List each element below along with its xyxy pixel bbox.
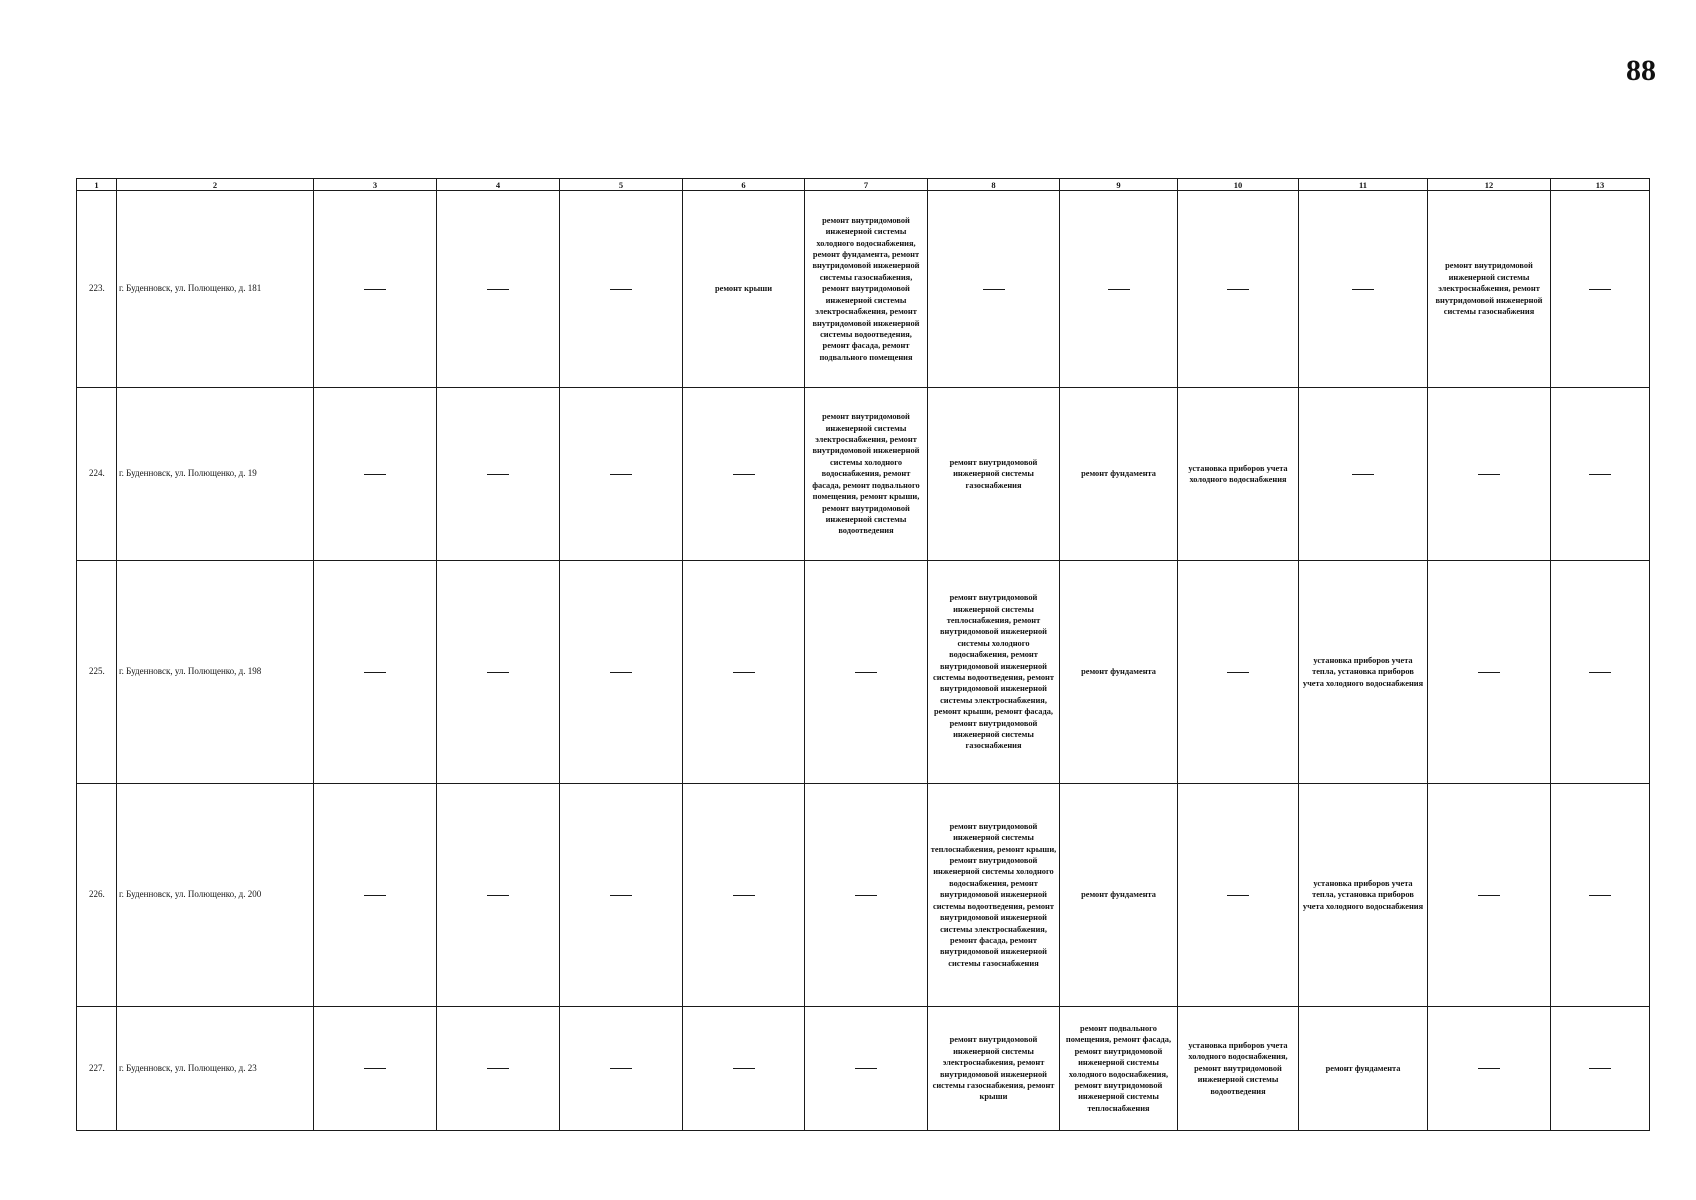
column-header: 11 [1299, 179, 1428, 191]
table-cell [1299, 388, 1428, 561]
dash-mark [983, 289, 1005, 290]
table-cell: установка приборов учета тепла, установка приборов учета холодного водоснабжения [1299, 784, 1428, 1007]
dash-mark [1478, 1068, 1500, 1069]
dash-mark [487, 672, 509, 673]
table-cell [560, 1007, 683, 1131]
table-cell: установка приборов учета холодного водоснабжения [1178, 388, 1299, 561]
table-cell [1060, 191, 1178, 388]
page-number: 88 [1626, 54, 1656, 87]
column-header: 6 [683, 179, 805, 191]
dash-mark [610, 474, 632, 475]
table-cell [1178, 784, 1299, 1007]
dash-mark [610, 1068, 632, 1069]
dash-mark [364, 289, 386, 290]
row-number: 226. [77, 784, 117, 1007]
dash-mark [1227, 289, 1249, 290]
dash-mark [487, 895, 509, 896]
column-header: 10 [1178, 179, 1299, 191]
table-row [77, 1007, 1650, 1131]
table-row [77, 784, 1650, 1007]
table-cell [1428, 388, 1551, 561]
dash-mark [364, 474, 386, 475]
dash-mark [1589, 1068, 1611, 1069]
dash-mark [610, 289, 632, 290]
table-cell [683, 1007, 805, 1131]
table-cell: установка приборов учета холодного водоснабжения, ремонт внутридомовой инженерной системы водоотведения [1178, 1007, 1299, 1131]
dash-mark [487, 289, 509, 290]
table-cell [437, 1007, 560, 1131]
column-header: 8 [928, 179, 1060, 191]
table-cell: ремонт внутридомовой инженерной системы электроснабжения, ремонт внутридомовой инженерной системы холодного водоснабжения, ремонт фасада, ремонт подвального помещения, ремонт крыши, ремонт внутридомовой инженерной системы водоотведения [805, 388, 928, 561]
column-header: 3 [314, 179, 437, 191]
dash-mark [1478, 895, 1500, 896]
column-header: 12 [1428, 179, 1551, 191]
table-cell [314, 784, 437, 1007]
dash-mark [855, 895, 877, 896]
table-row [77, 561, 1650, 784]
address-cell: г. Буденновск, ул. Полющенко, д. 200 [117, 784, 314, 1007]
table-cell: ремонт фундамента [1060, 784, 1178, 1007]
table-cell [314, 191, 437, 388]
column-header: 9 [1060, 179, 1178, 191]
table-row [77, 388, 1650, 561]
dash-mark [733, 474, 755, 475]
table-cell [560, 191, 683, 388]
dash-mark [1352, 474, 1374, 475]
dash-mark [733, 895, 755, 896]
table-cell: ремонт фундамента [1060, 561, 1178, 784]
table-cell [1428, 561, 1551, 784]
table-cell [437, 191, 560, 388]
table-cell [805, 561, 928, 784]
table-cell: ремонт фундамента [1060, 388, 1178, 561]
dash-mark [610, 895, 632, 896]
dash-mark [1589, 672, 1611, 673]
column-header: 4 [437, 179, 560, 191]
table-cell [1551, 191, 1650, 388]
table-cell [1299, 191, 1428, 388]
table-cell [683, 784, 805, 1007]
dash-mark [364, 1068, 386, 1069]
table-cell [437, 561, 560, 784]
dash-mark [1227, 895, 1249, 896]
table-cell [1428, 784, 1551, 1007]
dash-mark [1589, 474, 1611, 475]
table-cell [437, 784, 560, 1007]
table-cell [683, 388, 805, 561]
table-cell: ремонт внутридомовой инженерной системы электроснабжения, ремонт внутридомовой инженерной системы газоснабжения, ремонт крыши [928, 1007, 1060, 1131]
table-cell [805, 784, 928, 1007]
address-cell: г. Буденновск, ул. Полющенко, д. 198 [117, 561, 314, 784]
dash-mark [1108, 289, 1130, 290]
address-cell: г. Буденновск, ул. Полющенко, д. 181 [117, 191, 314, 388]
dash-mark [1352, 289, 1374, 290]
table-cell [560, 388, 683, 561]
table-cell: ремонт подвального помещения, ремонт фасада, ремонт внутридомовой инженерной системы холодного водоснабжения, ремонт внутридомовой инженерной системы теплоснабжения [1060, 1007, 1178, 1131]
table-cell [1551, 1007, 1650, 1131]
table-cell: установка приборов учета тепла, установка приборов учета холодного водоснабжения [1299, 561, 1428, 784]
dash-mark [364, 895, 386, 896]
table-cell [1428, 1007, 1551, 1131]
dash-mark [1478, 672, 1500, 673]
dash-mark [855, 1068, 877, 1069]
table-cell: ремонт внутридомовой инженерной системы электроснабжения, ремонт внутридомовой инженерной системы газоснабжения [1428, 191, 1551, 388]
dash-mark [487, 474, 509, 475]
dash-mark [364, 672, 386, 673]
column-header: 1 [77, 179, 117, 191]
table-cell: ремонт внутридомовой инженерной системы холодного водоснабжения, ремонт фундамента, ремонт внутридомовой инженерной системы газоснабжения, ремонт внутридомовой инженерной системы электроснабжения, ремонт внутридомовой инженерной системы водоотведения, ремонт фасада, ремонт подвального помещения [805, 191, 928, 388]
table-cell [560, 784, 683, 1007]
dash-mark [733, 1068, 755, 1069]
table-cell [1551, 784, 1650, 1007]
table-cell [805, 1007, 928, 1131]
table-cell [683, 561, 805, 784]
dash-mark [610, 672, 632, 673]
table-cell [1178, 191, 1299, 388]
table-cell [314, 388, 437, 561]
table-cell [314, 1007, 437, 1131]
works-table [76, 178, 1650, 1131]
row-number: 223. [77, 191, 117, 388]
row-number: 225. [77, 561, 117, 784]
row-number: 227. [77, 1007, 117, 1131]
table-cell: ремонт фундамента [1299, 1007, 1428, 1131]
address-cell: г. Буденновск, ул. Полющенко, д. 23 [117, 1007, 314, 1131]
dash-mark [1589, 289, 1611, 290]
table-cell [928, 191, 1060, 388]
table-cell [560, 561, 683, 784]
table-cell [1551, 561, 1650, 784]
dash-mark [1227, 672, 1249, 673]
column-header: 13 [1551, 179, 1650, 191]
table-cell: ремонт крыши [683, 191, 805, 388]
table-cell: ремонт внутридомовой инженерной системы теплоснабжения, ремонт крыши, ремонт внутридомовой инженерной системы холодного водоснабжения, ремонт внутридомовой инженерной системы водоотведения, ремонт внутридомовой инженерной системы электроснабжения, ремонт фасада, ремонт внутридомовой инженерной системы газоснабжения [928, 784, 1060, 1007]
table-row [77, 191, 1650, 388]
row-number: 224. [77, 388, 117, 561]
dash-mark [733, 672, 755, 673]
table-cell [437, 388, 560, 561]
column-header: 7 [805, 179, 928, 191]
dash-mark [1478, 474, 1500, 475]
column-header: 5 [560, 179, 683, 191]
table-cell [314, 561, 437, 784]
dash-mark [1589, 895, 1611, 896]
column-header: 2 [117, 179, 314, 191]
dash-mark [855, 672, 877, 673]
table-cell: ремонт внутридомовой инженерной системы теплоснабжения, ремонт внутридомовой инженерной системы холодного водоснабжения, ремонт внутридомовой инженерной системы водоотведения, ремонт внутридомовой инженерной системы электроснабжения, ремонт крыши, ремонт фасада, ремонт внутридомовой инженерной системы газоснабжения [928, 561, 1060, 784]
dash-mark [487, 1068, 509, 1069]
header-row [77, 179, 1650, 191]
table-cell [1551, 388, 1650, 561]
table-cell [1178, 561, 1299, 784]
table-cell: ремонт внутридомовой инженерной системы газоснабжения [928, 388, 1060, 561]
address-cell: г. Буденновск, ул. Полющенко, д. 19 [117, 388, 314, 561]
